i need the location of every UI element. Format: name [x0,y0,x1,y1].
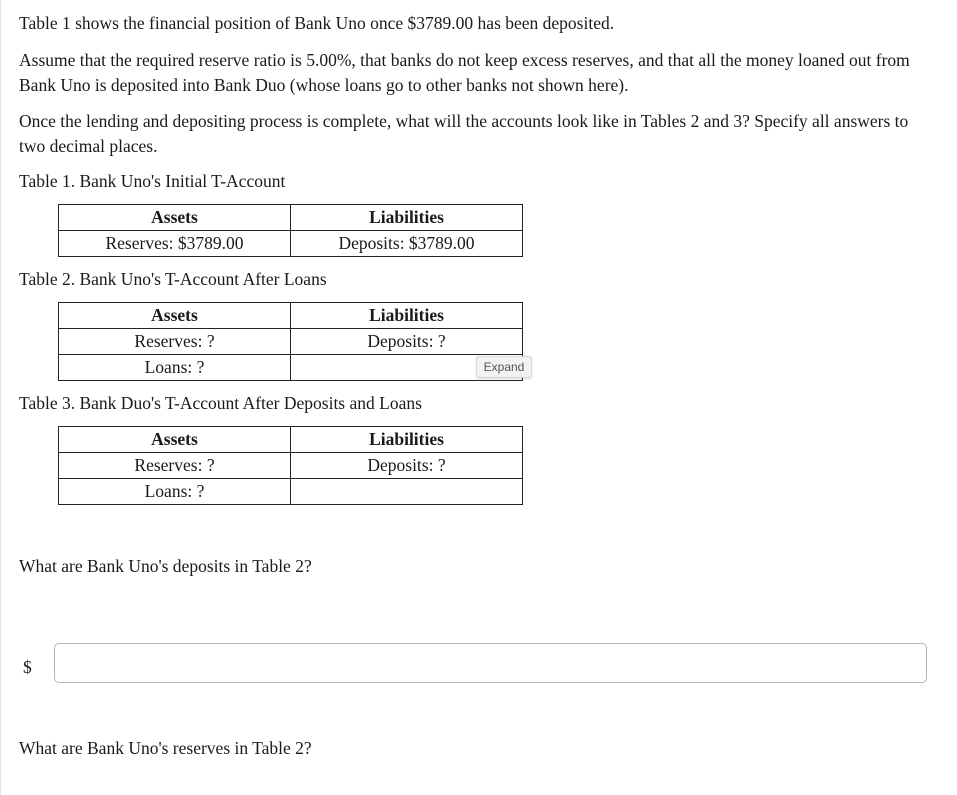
table2-reserves-cell: Reserves: ? [59,329,291,355]
assumption-text: Assume that the required reserve ratio is 5.00%, that banks do not keep excess reserves, and that all the money loaned out from Bank Uno is deposited into Bank Duo (whose loans go to other banks not shown here). [19,50,910,95]
table2-t-account [58,302,523,381]
question-1-text: What are Bank Uno's deposits in Table 2? [19,556,312,576]
table1-reserves-cell: Reserves: $3789.00 [59,231,291,257]
table2-caption: Table 2. Bank Uno's T-Account After Loans [19,269,327,289]
table3-empty-cell [291,479,523,505]
currency-symbol: $ [23,657,32,677]
table1-deposits-cell: Deposits: $3789.00 [291,231,523,257]
table1-t-account [58,204,523,257]
table2-header-liabilities: Liabilities [291,303,523,329]
table1-header-assets: Assets [59,205,291,231]
deposits-answer-input[interactable] [54,643,927,683]
table3-header-assets: Assets [59,427,291,453]
question-text: Once the lending and depositing process is complete, what will the accounts look like in Tables 2 and 3? Specify all answers to two decimal places. [19,111,909,156]
table3-caption: Table 3. Bank Duo's T-Account After Deposits and Loans [19,393,422,413]
table2-header-assets: Assets [59,303,291,329]
intro-text: Table 1 shows the financial position of Bank Uno once $3789.00 has been deposited. [19,13,615,33]
table3-header-liabilities: Liabilities [291,427,523,453]
table3-reserves-cell: Reserves: ? [59,453,291,479]
table3-loans-cell: Loans: ? [59,479,291,505]
expand-button[interactable]: Expand [476,356,532,378]
table2-deposits-cell: Deposits: ? [291,329,523,355]
table3-deposits-cell: Deposits: ? [291,453,523,479]
table1-caption: Table 1. Bank Uno's Initial T-Account [19,171,286,191]
table3-t-account [58,426,523,505]
question-2-text: What are Bank Uno's reserves in Table 2? [19,738,312,758]
table2-loans-cell: Loans: ? [59,355,291,381]
table1-header-liabilities: Liabilities [291,205,523,231]
